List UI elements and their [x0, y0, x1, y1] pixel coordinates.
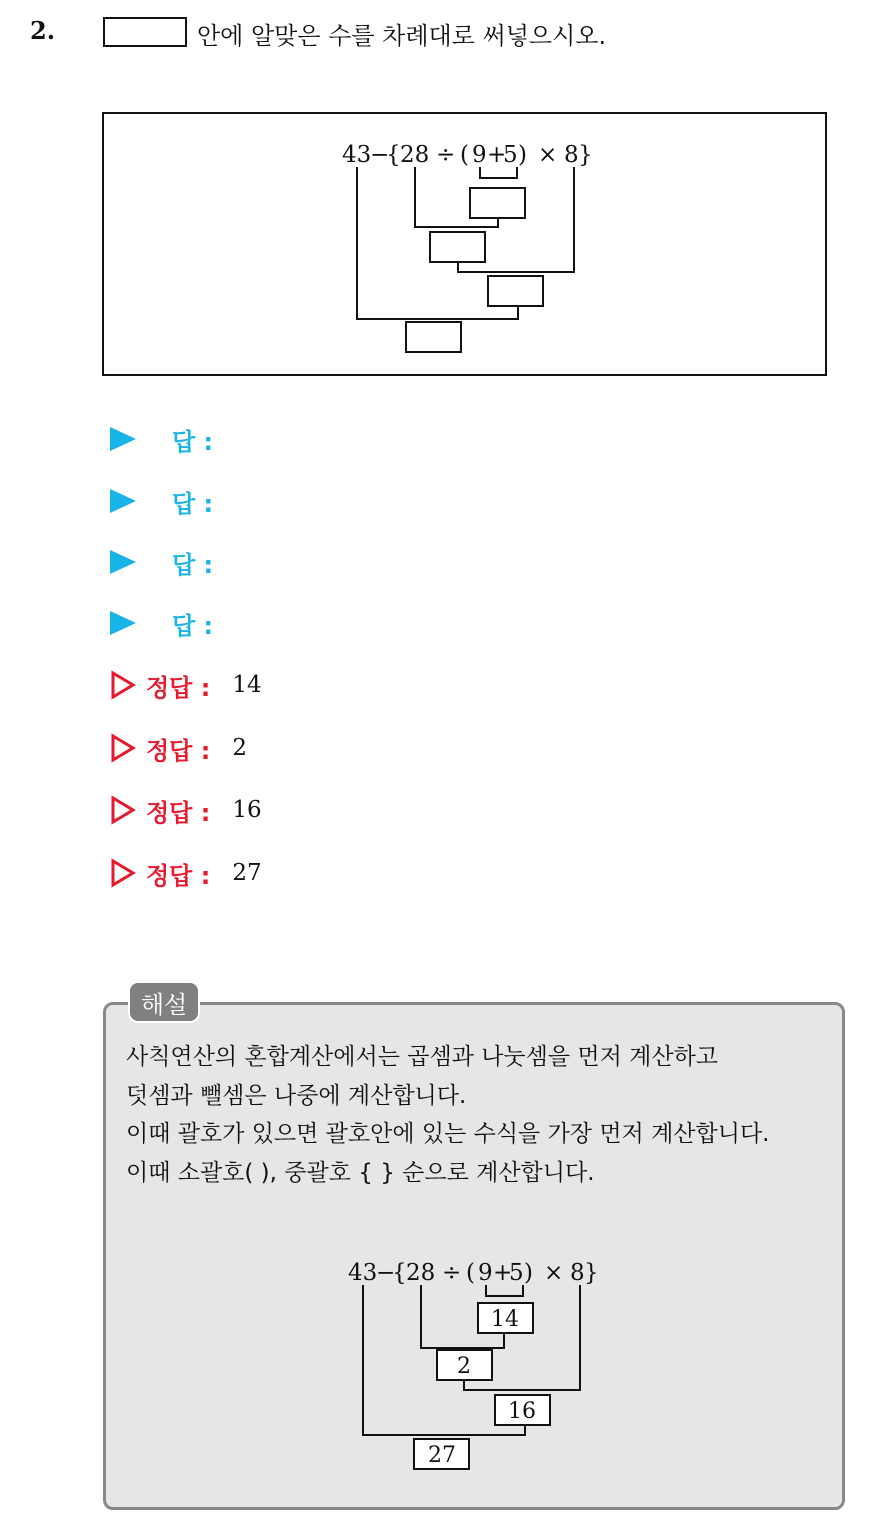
explanation-text [126, 1038, 846, 1192]
expr-5: 5 [509, 1260, 524, 1286]
problem-diagram [104, 114, 829, 378]
answer-box-1 [470, 188, 525, 218]
question-number: 2. [30, 16, 56, 45]
expr-8: 8 [564, 142, 579, 168]
expr-minus: − [376, 1260, 396, 1286]
expr-rbrace: } [578, 142, 593, 168]
explanation-tab: 해설 [128, 981, 200, 1023]
answer-row-3 [110, 545, 213, 579]
solution-value: 14 [232, 672, 262, 698]
answer-box-4 [406, 322, 461, 352]
explanation-diagram [102, 1240, 827, 1480]
expr-times: × [538, 142, 558, 168]
answer-label: 답 : [172, 427, 214, 456]
expr-div: ÷ [436, 142, 456, 168]
solution-row-4 [110, 856, 262, 890]
answer-box-2 [430, 232, 485, 262]
play-triangle-icon [110, 427, 136, 451]
answer-row-4 [110, 606, 213, 640]
result-value-4: 27 [428, 1443, 456, 1468]
explanation-line: 이때 소괄호( ), 중괄호 { } 순으로 계산합니다. [126, 1159, 595, 1186]
expr-28: 28 [406, 1260, 436, 1286]
explanation-line: 이때 괄호가 있으면 괄호안에 있는 수식을 가장 먼저 계산합니다. [126, 1121, 770, 1147]
triangle-outline-icon [110, 733, 136, 763]
expr-times: × [544, 1260, 564, 1286]
solution-label: 정답 : [146, 736, 211, 765]
answer-label: 답 : [172, 611, 214, 640]
answer-label: 답 : [172, 489, 214, 518]
expr-lbrace: { [386, 142, 401, 168]
expr-rparen: ) [518, 142, 527, 168]
expr-plus: + [493, 1260, 513, 1286]
expr-9: 9 [472, 142, 487, 168]
solution-row-1 [110, 668, 262, 702]
expr-5: 5 [503, 142, 518, 168]
question-instruction: 안에 알맞은 수를 차례대로 써넣으시오. [197, 22, 607, 50]
expr-43: 43 [348, 1260, 378, 1286]
bracket-9-plus-5 [480, 167, 517, 178]
expr-div: ÷ [442, 1260, 462, 1286]
expr-43: 43 [342, 142, 372, 168]
answer-row-1 [110, 422, 213, 456]
answer-label: 답 : [172, 550, 214, 579]
expr-8: 8 [570, 1260, 585, 1286]
solution-row-3 [110, 793, 262, 827]
explanation-line: 사칙연산의 혼합계산에서는 곱셈과 나눗셈을 먼저 계산하고 [126, 1044, 719, 1070]
problem-figure [102, 112, 827, 376]
solution-value: 27 [232, 860, 262, 886]
play-triangle-icon [110, 550, 136, 574]
expr-rparen: ) [524, 1260, 533, 1286]
result-value-2: 2 [457, 1354, 471, 1379]
triangle-outline-icon [110, 670, 136, 700]
solution-row-2 [110, 731, 247, 765]
expr-lparen: ( [460, 142, 469, 168]
solution-label: 정답 : [146, 673, 211, 702]
result-value-3: 16 [508, 1399, 536, 1424]
triangle-outline-icon [110, 795, 136, 825]
expr-plus: + [487, 142, 507, 168]
play-triangle-icon [110, 611, 136, 635]
expr-rbrace: } [584, 1260, 599, 1286]
blank-box-icon [103, 17, 187, 47]
triangle-outline-icon [110, 858, 136, 888]
solution-value: 2 [232, 735, 247, 761]
expr-minus: − [370, 142, 390, 168]
answer-box-3 [488, 276, 543, 306]
expr-lparen: ( [466, 1260, 475, 1286]
explanation-line: 덧셈과 뺄셈은 나중에 계산합니다. [126, 1082, 467, 1109]
solution-value: 16 [232, 797, 262, 823]
play-triangle-icon [110, 489, 136, 513]
result-value-1: 14 [491, 1307, 519, 1332]
expr-28: 28 [400, 142, 430, 168]
solution-label: 정답 : [146, 861, 211, 890]
expr-lbrace: { [392, 1260, 407, 1286]
expr-9: 9 [478, 1260, 493, 1286]
answer-row-2 [110, 484, 213, 518]
solution-label: 정답 : [146, 798, 211, 827]
